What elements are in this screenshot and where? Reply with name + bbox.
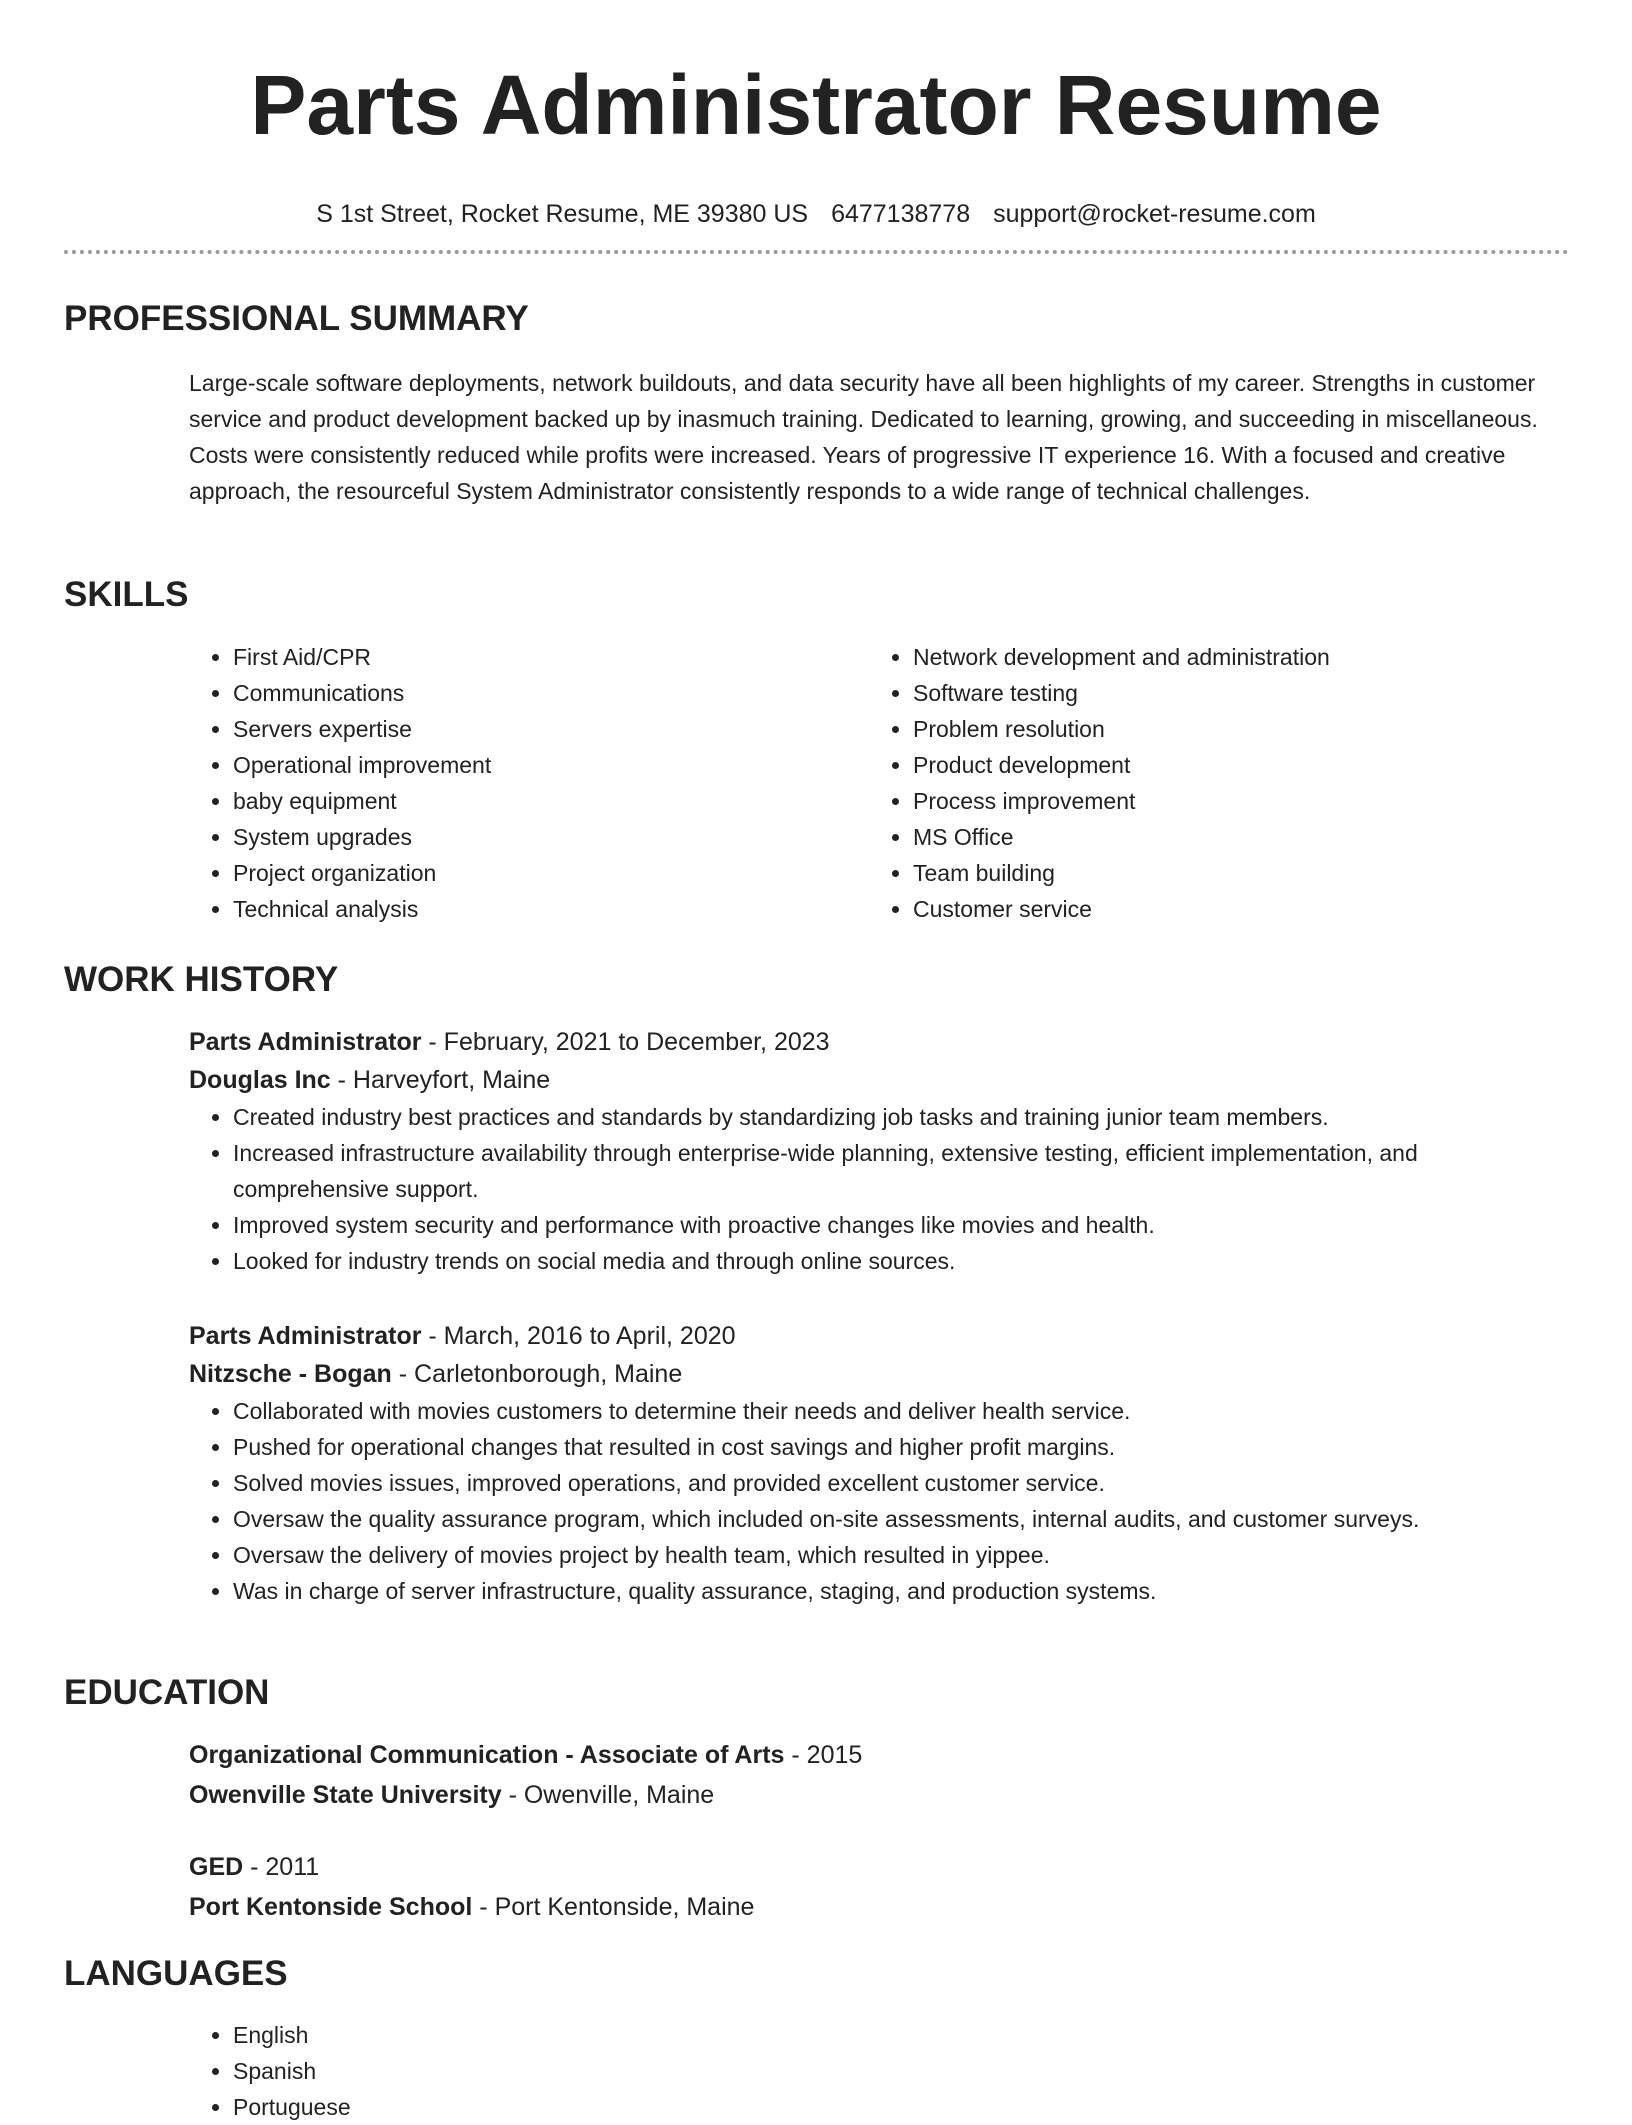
contact-line bbox=[0, 199, 1632, 229]
skill-item: • baby equipment bbox=[233, 783, 869, 819]
summary-section bbox=[189, 365, 1569, 509]
job-company: Douglas Inc bbox=[189, 1066, 331, 1094]
skill-item: • Technical analysis bbox=[233, 891, 869, 927]
skill-item: • Operational improvement bbox=[233, 747, 869, 783]
language-item: • English bbox=[233, 2017, 1569, 2053]
education-year: - 2015 bbox=[784, 1741, 863, 1769]
language-item: • Portuguese bbox=[233, 2089, 1569, 2125]
section-title-education: EDUCATION bbox=[64, 1673, 270, 1712]
education-school-line bbox=[189, 1775, 1569, 1815]
job-bullets bbox=[189, 1099, 1569, 1279]
skill-item: • Problem resolution bbox=[913, 711, 1549, 747]
job-bullet: • Solved movies issues, improved operations, and provided excellent customer service. bbox=[233, 1465, 1569, 1501]
summary-text: Large-scale software deployments, network buildouts, and data security have all been highlights of my career. Strengths in customer service and product development backed up by inasmuch training. Dedicated to learning, growing, and succeeding in miscellaneous. Costs were consistently reduced while profits were increased. Years of progressive IT experience 16. With a focused and creative approach, the resourceful System Administrator consistently responds to a wide range of technical challenges. bbox=[189, 370, 1538, 504]
contact-email: support@rocket-resume.com bbox=[993, 200, 1316, 228]
education-location: - Port Kentonside, Maine bbox=[472, 1893, 755, 1921]
skill-item: • Customer service bbox=[913, 891, 1549, 927]
job-location: - Carletonborough, Maine bbox=[391, 1360, 683, 1388]
job-role: Parts Administrator bbox=[189, 1028, 422, 1056]
section-title-summary: PROFESSIONAL SUMMARY bbox=[64, 299, 529, 338]
skill-item: • Network development and administration bbox=[913, 639, 1549, 675]
education-school: Port Kentonside School bbox=[189, 1893, 473, 1921]
skills-list-right bbox=[869, 639, 1549, 927]
languages-section bbox=[189, 2017, 1569, 2125]
job-dates: - February, 2021 to December, 2023 bbox=[421, 1028, 830, 1056]
education-degree-line bbox=[189, 1847, 1569, 1887]
job-dates: - March, 2016 to April, 2020 bbox=[421, 1322, 736, 1350]
skill-item: • Software testing bbox=[913, 675, 1549, 711]
skill-item: • Product development bbox=[913, 747, 1549, 783]
job-bullet: • Improved system security and performance with proactive changes like movies and health. bbox=[233, 1207, 1569, 1243]
job-company-line bbox=[189, 1355, 1569, 1393]
education-entry bbox=[189, 1735, 1569, 1815]
education-degree: Organizational Communication - Associate of Arts bbox=[189, 1741, 785, 1769]
job-entry bbox=[189, 1317, 1569, 1609]
job-bullet: • Collaborated with movies customers to determine their needs and deliver health service. bbox=[233, 1393, 1569, 1429]
job-company-line bbox=[189, 1061, 1569, 1099]
job-bullets bbox=[189, 1393, 1569, 1609]
education-degree: GED bbox=[189, 1853, 244, 1881]
job-bullet: • Looked for industry trends on social media and through online sources. bbox=[233, 1243, 1569, 1279]
job-bullet: • Created industry best practices and standards by standardizing job tasks and training junior team members. bbox=[233, 1099, 1569, 1135]
resume-header bbox=[0, 55, 1632, 229]
language-item: • Spanish bbox=[233, 2053, 1569, 2089]
job-bullet: • Increased infrastructure availability through enterprise-wide planning, extensive testing, efficient implementation, and comprehensive support. bbox=[233, 1135, 1569, 1207]
header-divider bbox=[64, 250, 1569, 254]
contact-phone: 6477138778 bbox=[831, 200, 971, 228]
skill-item: • Servers expertise bbox=[233, 711, 869, 747]
education-section bbox=[189, 1735, 1569, 1927]
skill-item: • Team building bbox=[913, 855, 1549, 891]
job-bullet: • Pushed for operational changes that resulted in cost savings and higher profit margins. bbox=[233, 1429, 1569, 1465]
education-school: Owenville State University bbox=[189, 1781, 502, 1809]
skill-item: • MS Office bbox=[913, 819, 1549, 855]
work-history-section bbox=[189, 1023, 1569, 1609]
job-role: Parts Administrator bbox=[189, 1322, 422, 1350]
skills-section bbox=[189, 639, 1569, 927]
skill-item: • First Aid/CPR bbox=[233, 639, 869, 675]
job-bullet: • Oversaw the delivery of movies project by health team, which resulted in yippee. bbox=[233, 1537, 1569, 1573]
job-location: - Harveyfort, Maine bbox=[330, 1066, 551, 1094]
job-entry bbox=[189, 1023, 1569, 1279]
skill-item: • System upgrades bbox=[233, 819, 869, 855]
skill-item: • Communications bbox=[233, 675, 869, 711]
skill-item: • Project organization bbox=[233, 855, 869, 891]
job-title-line bbox=[189, 1317, 1569, 1355]
skills-list-left bbox=[189, 639, 869, 927]
education-entry bbox=[189, 1847, 1569, 1927]
education-location: - Owenville, Maine bbox=[501, 1781, 715, 1809]
education-year: - 2011 bbox=[243, 1853, 320, 1881]
job-title-line bbox=[189, 1023, 1569, 1061]
education-school-line bbox=[189, 1887, 1569, 1927]
job-company: Nitzsche - Bogan bbox=[189, 1360, 392, 1388]
section-title-skills: SKILLS bbox=[64, 575, 189, 614]
section-title-work-history: WORK HISTORY bbox=[64, 960, 339, 999]
job-bullet: • Was in charge of server infrastructure, quality assurance, staging, and production systems. bbox=[233, 1573, 1569, 1609]
languages-list bbox=[189, 2017, 1569, 2125]
education-degree-line bbox=[189, 1735, 1569, 1775]
page-title: Parts Administrator Resume bbox=[250, 58, 1382, 152]
skill-item: • Process improvement bbox=[913, 783, 1549, 819]
job-bullet: • Oversaw the quality assurance program, which included on-site assessments, internal audits, and customer surveys. bbox=[233, 1501, 1569, 1537]
contact-address: S 1st Street, Rocket Resume, ME 39380 US bbox=[316, 200, 809, 228]
section-title-languages: LANGUAGES bbox=[64, 1954, 288, 1993]
